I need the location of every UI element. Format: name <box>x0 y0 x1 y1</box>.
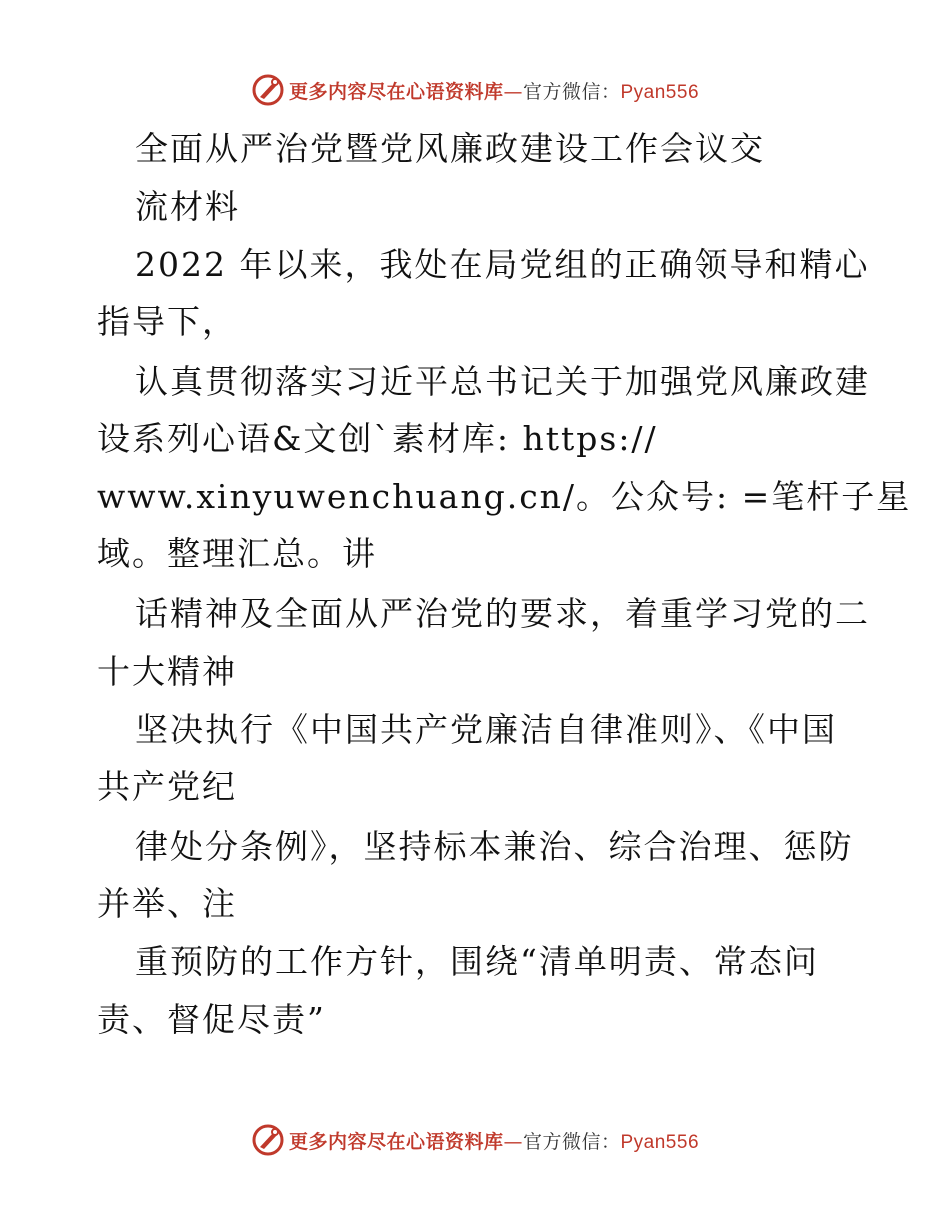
footer-banner <box>0 1120 950 1160</box>
doc-line: 律处分条例》，坚持标本兼治、综合治理、惩防 <box>135 827 854 866</box>
doc-line: 域。整理汇总。讲 <box>97 534 377 573</box>
doc-line: 共产党纪 <box>97 767 237 806</box>
brand-logo-icon <box>251 1123 285 1157</box>
banner-separator: — <box>503 1130 523 1153</box>
banner-separator: — <box>503 80 523 103</box>
doc-line: 话精神及全面从严治党的要求，着重学习党的二 <box>135 594 870 633</box>
banner-text <box>289 77 699 104</box>
doc-line: 十大精神 <box>97 652 237 691</box>
doc-line: 重预防的工作方针，围绕“清单明责、常态问 <box>135 942 819 981</box>
header-banner <box>0 70 950 110</box>
doc-line: www.xinyuwenchuang.cn/。公众号: =笔杆子星 <box>97 477 912 516</box>
doc-line: 流材料 <box>135 187 240 226</box>
banner-brand: 更多内容尽在心语资料库 <box>288 80 504 103</box>
doc-line: 全面从严治党暨党风廉政建设工作会议交 <box>135 129 765 168</box>
doc-line: 并举、注 <box>97 884 237 923</box>
doc-line: 指导下， <box>97 302 237 341</box>
brand-logo-icon <box>251 73 285 107</box>
banner-brand: 更多内容尽在心语资料库 <box>288 1130 504 1153</box>
doc-line: 2022 年以来，我处在局党组的正确领导和精心 <box>135 245 870 284</box>
banner-text <box>289 1127 699 1154</box>
banner-wechat-id: Pyan556 <box>620 81 700 103</box>
banner-wechat-label: 官方微信： <box>522 1130 621 1153</box>
doc-line: 设系列心语&文创`素材库: https:// <box>97 419 658 458</box>
doc-line: 坚决执行《中国共产党廉洁自律准则》、《中国 <box>135 710 837 749</box>
banner-wechat-id: Pyan556 <box>620 1131 700 1153</box>
banner-wechat-label: 官方微信： <box>522 80 621 103</box>
doc-line: 责、督促尽责” <box>97 1000 326 1039</box>
doc-line: 认真贯彻落实习近平总书记关于加强党风廉政建 <box>135 362 870 401</box>
